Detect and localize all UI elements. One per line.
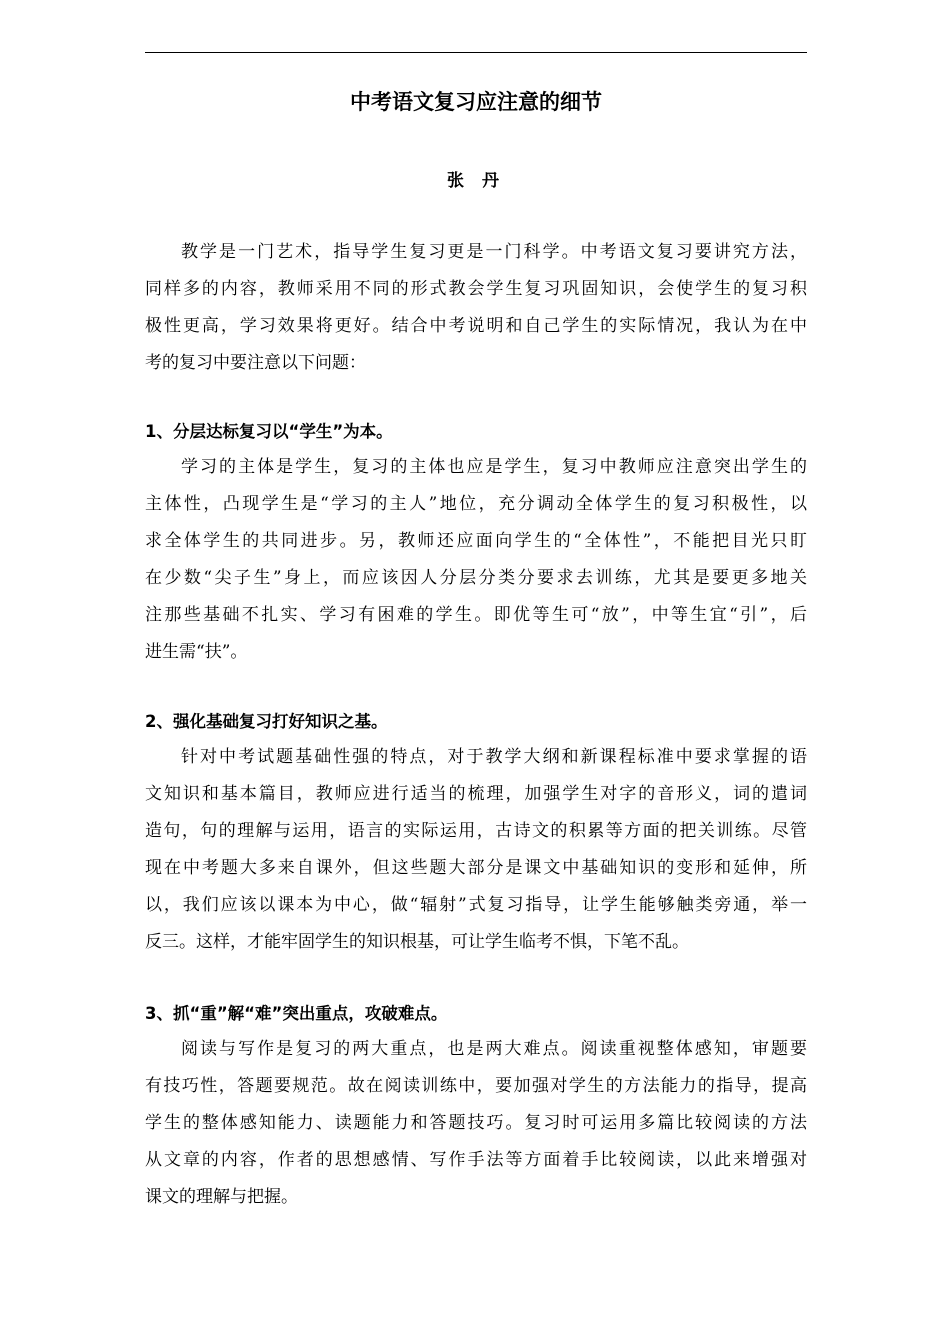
paragraph-line: 反三。这样，才能牢固学生的知识根基，可让学生临考不惧，下笔不乱。 xyxy=(145,932,689,952)
paragraph-line: 造句，句的理解与运用，语言的实际运用，古诗文的积累等方面的把关训练。尽管 xyxy=(145,821,807,841)
paragraph-line: 针对中考试题基础性强的特点，对于教学大纲和新课程标准中要求掌握的语 xyxy=(181,747,807,767)
paragraph-line: 从文章的内容，作者的思想感情、写作手法等方面着手比较阅读，以此来增强对 xyxy=(145,1150,807,1170)
paragraph-line: 考的复习中要注意以下问题： xyxy=(145,353,366,373)
paragraph-line: 有技巧性，答题要规范。故在阅读训练中，要加强对学生的方法能力的指导，提高 xyxy=(145,1076,807,1096)
paragraph-line: 教学是一门艺术，指导学生复习更是一门科学。中考语文复习要讲究方法， xyxy=(181,242,807,262)
paragraph-line: 学生的整体感知能力、读题能力和答题技巧。复习时可运用多篇比较阅读的方法 xyxy=(145,1113,807,1133)
paragraph-line: 注那些基础不扎实、学习有困难的学生。即优等生可“放”，中等生宜“引”，后 xyxy=(145,605,807,625)
paragraph-line: 主体性，凸现学生是“学习的主人”地位，充分调动全体学生的复习积极性，以 xyxy=(145,494,807,514)
intro-paragraph xyxy=(145,234,807,382)
page-title: 中考语文复习应注意的细节 xyxy=(350,90,602,114)
paragraph-line: 求全体学生的共同进步。另，教师还应面向学生的“全体性”，不能把目光只盯 xyxy=(145,531,807,551)
paragraph-line: 学习的主体是学生，复习的主体也应是学生，复习中教师应注意突出学生的 xyxy=(181,457,807,477)
paragraph-line: 阅读与写作是复习的两大重点，也是两大难点。阅读重视整体感知，审题要 xyxy=(181,1039,807,1059)
paragraph-line: 在少数“尖子生”身上，而应该因人分层分类分要求去训练，尤其是要更多地关 xyxy=(145,568,807,588)
section-paragraph-2 xyxy=(145,739,807,961)
section-paragraph-1 xyxy=(145,449,807,671)
paragraph-line: 现在中考题大多来自课外，但这些题大部分是课文中基础知识的变形和延伸，所 xyxy=(145,858,807,878)
header-rule xyxy=(145,52,807,53)
paragraph-line: 以，我们应该以课本为中心，做“辐射”式复习指导，让学生能够触类旁通，举一 xyxy=(145,895,807,915)
paragraph-line: 极性更高，学习效果将更好。结合中考说明和自己学生的实际情况，我认为在中 xyxy=(145,316,807,336)
section-heading-2: 2、强化基础复习打好知识之基。 xyxy=(145,712,388,731)
author-name: 张 丹 xyxy=(447,171,505,191)
paragraph-line: 进生需“扶”。 xyxy=(145,642,248,662)
section-heading-3: 3、抓“重”解“难”突出重点，攻破难点。 xyxy=(145,1004,448,1023)
section-heading-1: 1、分层达标复习以“学生”为本。 xyxy=(145,422,393,441)
paragraph-line: 同样多的内容，教师采用不同的形式教会学生复习巩固知识，会使学生的复习积 xyxy=(145,279,807,299)
paragraph-line: 文知识和基本篇目，教师应进行适当的梳理，加强学生对字的音形义，词的遣词 xyxy=(145,784,807,804)
section-paragraph-3 xyxy=(145,1031,807,1216)
paragraph-line: 课文的理解与把握。 xyxy=(145,1187,298,1207)
